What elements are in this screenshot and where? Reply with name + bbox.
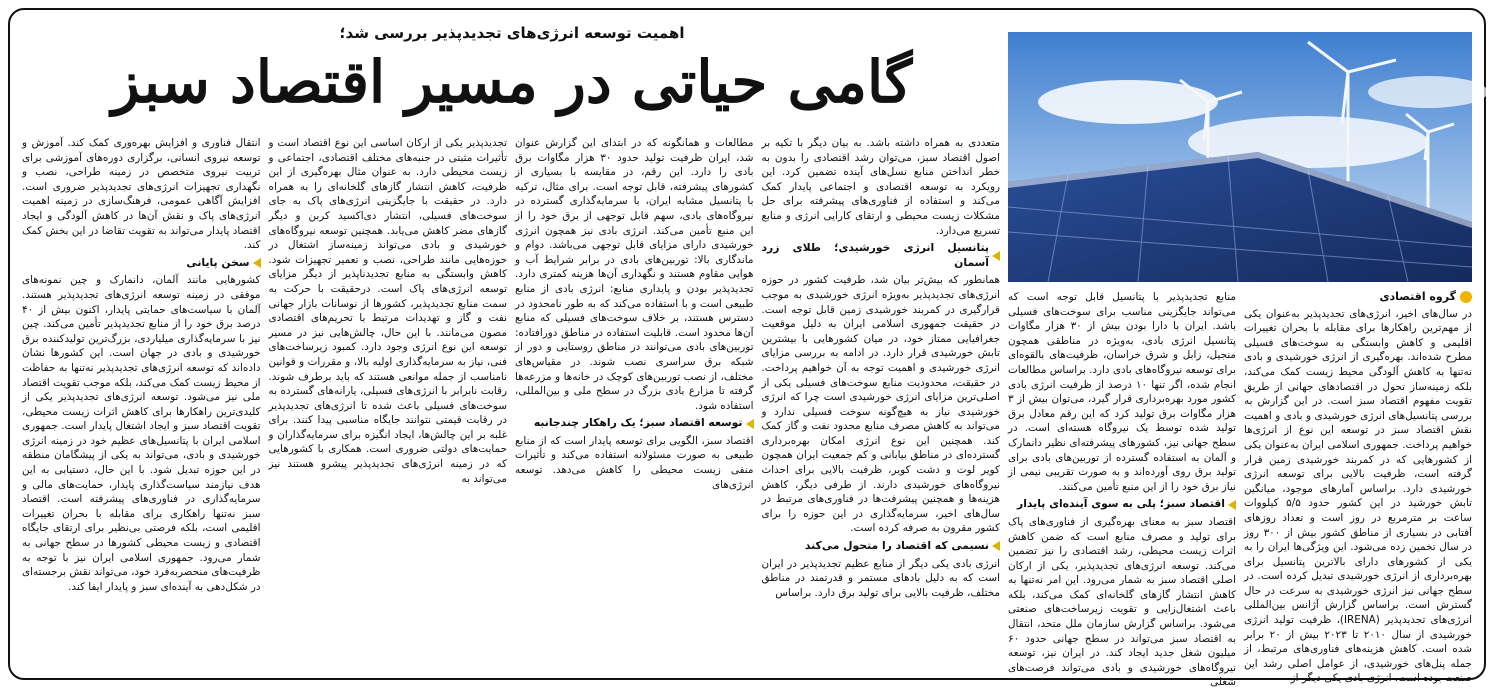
newspaper-page xyxy=(8,8,1486,689)
subheading xyxy=(22,256,261,271)
column-1 xyxy=(1244,290,1472,685)
column-3 xyxy=(762,136,1001,668)
subheading-text: توسعه اقتصاد سبز؛ یک راهکار چندجانبه xyxy=(533,416,743,430)
column-6 xyxy=(22,136,261,668)
paragraph: تجدیدپذیر یکی از ارکان اساسی این نوع اقتصاد است و تأثیرات مثبتی در جنبه‌های مختلف اقتصادی، اجتماعی و زیست محیطی دارد. به عنوان مثال بهره‌گیری از این ظرفیت، کاهش انتشار گازهای گلخانه‌ای را به همراه دارد. در حقیقت با جایگزینی انرژی‌های پاک به جای سوخت‌های فسیلی، انتشار دی‌اکسید کربن و دیگر گازهای مضر کاهش می‌یابد. همچنین توسعه نیروگاه‌های خورشیدی و بادی می‌تواند زمینه‌ساز اشتغال در حوزه‌هایی مانند طراحی، نصب و تعمیر تجهیزات شود. کاهش وابستگی به منابع تجدیدناپذیر از دیگر مزایای توسعه انرژی‌های پاک است. درحقیقت با حرکت به سمت منابع تجدیدپذیر، کشورها از نوسانات بازار جهانی نفت و گاز و تهدیدات مرتبط با تحریم‌های اقتصادی مصون می‌مانند. با این حال، چالش‌هایی نیز در مسیر توسعه این نوع انرژی وجود دارد. کمبود زیرساخت‌های فنی، نیاز به سرمایه‌گذاری اولیه بالا، و مقررات و قوانین نامناسب از جمله موانعی هستند که باید برطرف شوند. رقابت نابرابر با انرژی‌های فسیلی، یارانه‌های گسترده به سوخت‌های فسیلی باعث شده تا انرژی‌های تجدیدپذیر در رقابت قیمتی نتوانند جایگاه مناسبی پیدا کنند. برای غلبه بر این چالش‌ها، ایجاد انگیزه برای سرمایه‌گذاران و حمایت‌های دولتی ضروری است. همکاری با کشورهایی که در زمینه انرژی‌های تجدیدپذیر پیشرو هستند نیز می‌تواند به xyxy=(268,137,507,485)
subheading xyxy=(515,416,754,431)
paragraph: منابع تجدیدپذیر با پتانسیل قابل توجه است که می‌تواند جایگزینی مناسب برای سوخت‌های فسیلی باشد. ایران با دارا بودن بیش از ۳۰ هزار مگاوات پتانسیل انرژی بادی، به‌ویژه در مناطقی همچون منجیل، زابل و شرق خراسان، ظرفیت‌های بالقوه‌ای برای توسعه نیروگاه‌های بادی دارد. براساس مطالعات انجام شده، اگر تنها ۱۰ درصد از ظرفیت انرژی بادی کشور مورد بهره‌برداری قرار گیرد، می‌توان بیش از ۳ هزار مگاوات برق تولید کرد که این رقم معادل برق تولید شده توسط یک نیروگاه هسته‌ای است. در سطح جهانی نیز، کشورهای پیشرفته‌ای نظیر دانمارک و آلمان به استفاده گسترده از توربین‌های بادی برای تولید برق روی آورده‌اند و به صورت تقریبی نیمی از نیاز برق خود را از این منبع تأمین می‌کنند. xyxy=(1008,291,1236,493)
paragraph: در سال‌های اخیر، انرژی‌های تجدیدپذیر به‌عنوان یکی از مهم‌ترین راهکارها برای مقابله با بحران تغییرات اقلیمی و کاهش وابستگی به سوخت‌های فسیلی مطرح شده‌اند. بهره‌گیری از انرژی خورشیدی و بادی نه‌تنها به کاهش آلودگی محیط زیست کمک می‌کند، بلکه زمینه‌ساز تحول در اقتصادهای جهانی از طریق تقویت مفهوم اقتصاد سبز است. در این گزارش به بررسی پتانسیل‌های انرژی خورشیدی و بادی و اهمیت نقش اقتصاد سبز در توسعه این نوع از انرژی‌ها خواهیم پرداخت. جمهوری اسلامی ایران به‌عنوان یکی از کشورهایی که در کمربند خورشیدی زمین قرار گرفته است، ظرفیت بالایی برای توسعه انرژی خورشیدی دارد. براساس آمارهای موجود، میانگین تابش خورشید در این کشور حدود ۵/۵ کیلووات ساعت بر مترمربع در روز است و تعداد روزهای آفتابی در بسیاری از مناطق کشور بیش از ۳۰۰ روز در سال تخمین زده می‌شود. این ویژگی‌ها ایران را به یکی از کشورهای دارای بالاترین پتانسیل برای بهره‌برداری از انرژی خورشیدی تبدیل کرده است. در سطح جهانی نیز انرژی خورشیدی به سرعت در حال گسترش است. براساس گزارش آژانس بین‌المللی انرژی‌های تجدیدپذیر (IRENA)، ظرفیت تولید انرژی خورشیدی از سال ۲۰۱۰ تا ۲۰۲۳ بیش از ۲۰ برابر شده است. کاهش هزینه‌های فناوری‌های مرتبط، از جمله پنل‌های خورشیدی، از عوامل اصلی رشد این صنعت بوده است. انرژی بادی یکی دیگر از xyxy=(1244,307,1472,685)
column-4 xyxy=(515,136,754,668)
byline xyxy=(1244,290,1472,305)
triangle-bullet-icon xyxy=(746,419,754,429)
subheading xyxy=(762,241,1001,270)
paragraph: انرژی بادی یکی دیگر از منابع عظیم تجدیدپذیر در ایران است که به دلیل بادهای مستمر و قدرتمند در مناطق مختلف، ظرفیت بالایی برای تولید برق دارد. براساس xyxy=(761,557,1000,599)
subheading-text: پتانسیل انرژی خورشیدی؛ طلای زرد آسمان xyxy=(761,241,989,269)
column-2 xyxy=(1008,290,1236,689)
paragraph: کشورهایی مانند آلمان، دانمارک و چین نمونه‌های موفقی در زمینه توسعه انرژی‌های تجدیدپذیر هستند. آلمان با سیاست‌های حمایتی پایدار، اکنون بیش از ۴۰ درصد برق خود را از منابع تجدیدپذیر تأمین می‌کند. چین نیز با سرمایه‌گذاری میلیاردی، بزرگ‌ترین تولیدکننده برق خورشیدی و بادی در جهان است. این کشورها نشان داده‌اند که توسعه انرژی‌های تجدیدپذیر نه‌تنها به حفاظت از محیط زیست کمک می‌کند، بلکه موجب تقویت اقتصاد ملی نیز می‌شود. توسعه انرژی‌های تجدیدپذیر یکی از کلیدی‌ترین راهکارها برای کاهش اثرات زیست محیطی، تقویت اقتصاد سبز و ایجاد اشتغال پایدار است. جمهوری اسلامی ایران با پتانسیل‌های عظیم خود در زمینه انرژی خورشیدی و بادی، می‌تواند به یکی از پیشگامان منطقه در این حوزه تبدیل شود. با این حال، دستیابی به این هدف نیازمند سیاست‌گذاری پایدار، حمایت‌های مالی و سرمایه‌گذاری در فناوری‌های پیشرفته است. اقتصاد سبز نه‌تنها راهکاری برای مقابله با بحران تغییرات اقلیمی است، بلکه فرصتی بی‌نظیر برای ارتقای جایگاه اقتصادی و زیست محیطی کشورها در سطح جهانی به شمار می‌رود. جمهوری اسلامی ایران نیز با توجه به ظرفیت‌های منحصربه‌فرد خود، می‌تواند نقش برجسته‌ای در شکل‌دهی به آینده‌ای سبز و پایدار ایفا کند. xyxy=(22,274,261,593)
solar-wind-photo xyxy=(1008,32,1472,282)
paragraph: مطالعات و همانگونه که در ابتدای این گزارش عنوان شد، ایران ظرفیت تولید حدود ۳۰ هزار مگاوات برق بادی را دارد. این رقم، در مقایسه با بسیاری از کشورهای پیشرفته، قابل توجه است. برای مثال، ترکیه با پتانسیل مشابه ایران، با سرمایه‌گذاری گسترده در نیروگاه‌های بادی، سهم قابل توجهی از برق خود را از این منبع تأمین می‌کند. انرژی بادی نیز همچون انرژی خورشیدی دارای مزایای قابل توجهی می‌باشد. دوام و ماندگاری بالا: توربین‌های بادی در برابر شرایط آب و هوایی مقاوم هستند و نگهداری آن‌ها هزینه کمتری دارد. تجدیدپذیر بودن و پایداری منابع: انرژی بادی از منابع طبیعی است و با استفاده می‌کند که به طور نامحدود در دسترس هستند، بر خلاف سوخت‌های فسیلی که منابع آن‌ها محدود است. قابلیت استفاده در مناطق دورافتاده: توربین‌های بادی می‌توانند در مناطق روستایی و دور از شبکه برق سراسری نصب شوند. در مقیاس‌های مختلف، از نصب توربین‌های کوچک در خانه‌ها و مزرعه‌ها گرفته تا مزارع بادی بزرگ در سطح ملی و بین‌المللی، استفاده شود. xyxy=(515,137,754,412)
solar-wind-illustration xyxy=(1008,32,1472,282)
paragraph: اقتصاد سبز به معنای بهره‌گیری از فناوری‌های پاک برای تولید و مصرف منابع است که ضمن کاهش اثرات زیست محیطی، رشد اقتصادی را نیز تضمین می‌کند. توسعه انرژی‌های تجدیدپذیر، یکی از ارکان اصلی اقتصاد سبز به شمار می‌رود. این امر نه‌تنها به کاهش انتشار گازهای گلخانه‌ای کمک می‌کند، بلکه باعث اشتغال‌زایی و تقویت زیرساخت‌های صنعتی می‌شود. براساس گزارش سازمان ملل متحد، انتقال به اقتصاد سبز می‌تواند در سطح جهانی حدود ۶۰ میلیون شغل جدید ایجاد کند. در ایران نیز، توسعه نیروگاه‌های خورشیدی و بادی می‌تواند فرصت‌های شغلی xyxy=(1008,515,1236,689)
paragraph: اقتصاد سبز، الگویی برای توسعه پایدار است که از منابع طبیعی به صورت مسئولانه استفاده می‌کند و تأثیرات منفی زیست محیطی را کاهش می‌دهد. توسعه انرژی‌های xyxy=(515,434,754,491)
newspaper-logo-icon xyxy=(1460,291,1472,303)
column-5 xyxy=(269,136,508,668)
paragraph: همانطور که بیش‌تر بیان شد، طرفیت کشور در حوزه انرژی‌های تجدیدپذیر به‌ویژه انرژی خورشیدی به موجب قرارگیری در کمربند خورشیدی زمین قابل توجه است. در حقیقت جمهوری اسلامی ایران به دلیل موقعیت جغرافیایی ممتاز خود، در میان کشورهایی با بیشترین تابش خورشیدی قرار دارد. در ادامه به بررسی مزایای انرژی خورشیدی و اهمیت توجه به آن خواهیم پرداخت. در حقیقت، محدودیت منابع سوخت‌های فسیلی یکی از اصلی‌ترین مزایای انرژی خورشیدی است چرا که انرژی خورشیدی نیاز به هیچ‌گونه سوخت فسیلی ندارد و می‌تواند به کاهش مصرف منابع محدود نفت و گاز کمک کند. همچنین این نوع انرژی امکان بهره‌برداری گسترده‌ای در مناطق بیابانی و کم جمعیت ایران همچون کویر لوت و دشت کویر، ظرفیت بالایی برای احداث نیروگاه‌های خورشیدی دارند. از طرفی دیگر، کاهش هزینه‌ها و همچنین پیشرفت‌ها در فناوری‌های مرتبط در سال‌های اخیر، سرمایه‌گذاری در این حوزه را برای کشور مقرون به صرفه کرده است. xyxy=(761,274,1000,535)
subheading xyxy=(762,539,1001,554)
subheading-text: اقتصاد سبز؛ پلی به سوی آینده‌ای پایدار xyxy=(1017,497,1225,511)
triangle-bullet-icon xyxy=(992,541,1000,551)
triangle-bullet-icon xyxy=(1228,500,1236,510)
subheading-text: نسیمی که اقتصاد را متحول می‌کند xyxy=(804,539,989,553)
triangle-bullet-icon xyxy=(992,251,1000,261)
article-header xyxy=(20,14,1004,134)
subheading xyxy=(1008,497,1236,512)
paragraph: متعددی به همراه داشته باشد. به بیان دیگر با تکیه بر اصول اقتصاد سبز، می‌توان رشد اقتصادی را بدون به خطر انداختن منابع نسل‌های آینده تضمین کرد. این رویکرد به توسعه اقتصادی و اجتماعی پایدار کمک می‌کند و استفاده از فناوری‌های پیشرفته برای حل مشکلات زیست محیطی و ارتقای کارایی انرژی و منابع تسریع می‌دارد. xyxy=(761,137,1000,237)
main-columns xyxy=(22,136,1000,668)
byline-text: گروه اقتصادی xyxy=(1379,290,1456,303)
headline: گامی حیاتی در مسیر اقتصاد سبز xyxy=(111,48,913,116)
triangle-bullet-icon xyxy=(253,258,261,268)
subheading-text: سخن پایانی xyxy=(186,255,250,269)
right-columns xyxy=(1008,290,1472,689)
paragraph: انتقال فناوری و افزایش بهره‌وری کمک کند. آموزش و توسعه نیروی انسانی، برگزاری دوره‌های آموزشی برای تربیت نیروی متخصص در زمینه طراحی، نصب و نگهداری تجهیزات انرژی‌های تجدیدپذیر ضروری است. افزایش آگاهی عمومی، فرهنگ‌سازی در زمینه اهمیت انرژی‌های پاک و نقش آن‌ها در کاهش آلودگی و ایجاد اقتصاد پایدار می‌تواند به تقویت تقاضا در این بخش کمک کند. xyxy=(22,137,261,252)
kicker: اهمیت توسعه انرژی‌های تجدیدپذیر بررسی شد؛ xyxy=(339,24,685,42)
